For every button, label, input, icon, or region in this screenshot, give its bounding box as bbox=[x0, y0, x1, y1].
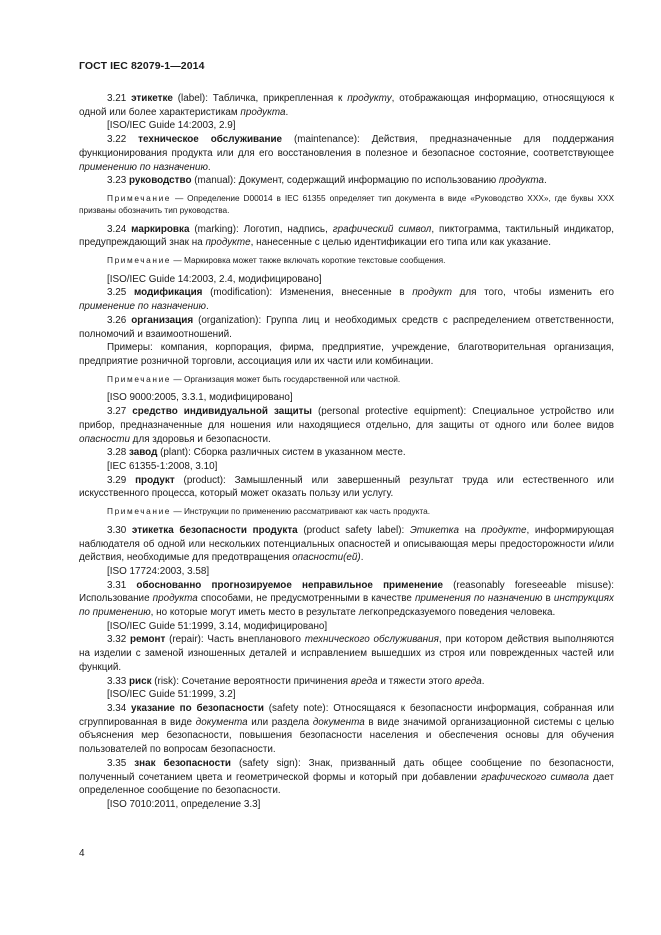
note-3-29: Примечание — Инструкции по применению рассматривают как часть продукта. bbox=[107, 506, 431, 517]
source-ref: [ISO 9000:2005, 3.3.1, модифицировано] bbox=[107, 392, 293, 404]
term-3-24: 3.24 маркировка (marking): Логотип, надпись, графический символ, пиктограмма, тактильный индикатор, предупреждающий знак на продукте, нанесенные с целью идентификации его типа или как указание. bbox=[79, 223, 615, 249]
term-3-26: 3.26 организация (organization): Группа лиц и необходимых средств с распределением ответственности, полномочий и взаимоотношений. bbox=[79, 314, 614, 340]
term-3-35: 3.35 знак безопасности (safety sign): Знак, призванный дать общее сообщение по безопасности, полученный сочетанием цвета и геометрической формы и который при добавлении графического символа дает определенное сообщение по безопасности. bbox=[79, 757, 614, 797]
note-3-23: Примечание — Определение D00014 в IEC 61355 определяет тип документа в виде «Руководство ХХХ», где буквы ХХХ призваны обозначить тип руководства. bbox=[79, 192, 614, 215]
term-3-22: 3.22 техническое обслуживание (maintenance): Действия, предназначенные для поддержания функционирования продукта или для его восстановления в полезное и безопасное состояние, соответствующее применению по назначению. bbox=[79, 134, 615, 173]
term-3-28: 3.28 завод (plant): Сборка различных систем в указанном месте. bbox=[107, 447, 406, 459]
term-3-27: 3.27 средство индивидуальной защиты (personal protective equipment): Специальное устройство или прибор, предназначенные для ношения или находящиеся отдельно, для защиты от одного или более видов опасности для здоровья и безопасности. bbox=[79, 406, 614, 445]
term-3-21: 3.21 этикетке (label): Табличка, прикрепленная к продукту, отображающая информацию, относящуюся к одной или более характеристикам продукта. bbox=[79, 93, 615, 118]
term-3-23: 3.23 руководство (manual): Документ, содержащий информацию по использованию продукта. bbox=[107, 175, 547, 187]
source-ref: [ISO/IEC Guide 14:2003, 2.4, модифицировано] bbox=[107, 273, 322, 285]
note-3-24: Примечание — Маркировка может также включать короткие текстовые сообщения. bbox=[107, 254, 446, 265]
source-ref: [IEC 61355-1:2008, 3.10] bbox=[107, 460, 218, 472]
term-3-32: 3.32 ремонт (repair): Часть внепланового технического обслуживания, при котором действия выполняются на изделии с заменой изношенных деталей и исправлением вышедших из строя или поврежденных частей или функций. bbox=[79, 634, 615, 673]
source-ref: [ISO/IEC Guide 51:1999, 3.14, модифицировано] bbox=[107, 620, 328, 632]
term-3-33: 3.33 риск (risk): Сочетание вероятности причинения вреда и тяжести этого вреда. bbox=[107, 675, 485, 687]
source-ref: [ISO/IEC Guide 14:2003, 2.9] bbox=[107, 120, 236, 132]
term-3-34: 3.34 указание по безопасности (safety note): Относящаяся к безопасности информация, собранная или сгруппированная в виде документа или раздела документа в виде значимой организационной системы с целью объяснения мер безопасности, повышения безопасности населения и обеспечения основы для обучения пользователей по вопросам безопасности. bbox=[79, 703, 615, 756]
source-ref: [ISO/IEC Guide 51:1999, 3.2] bbox=[107, 689, 236, 701]
term-3-25: 3.25 модификация (modification): Изменения, внесенные в продукт для того, чтобы изменить его применение по назначению. bbox=[79, 287, 614, 313]
source-ref: [ISO 7010:2011, определение 3.3] bbox=[107, 798, 261, 810]
page-number: 4 bbox=[79, 848, 85, 859]
term-3-31: 3.31 обоснованно прогнозируемое неправильное применение (reasonably foreseeable misuse): Использование продукта способами, не предусмотренными в качестве применения по назначению в инструкциях по применению, но которые могут иметь место в результате легкопредсказуемого поведения человека. bbox=[79, 579, 614, 619]
examples-3-26: Примеры: компания, корпорация, фирма, предприятие, учреждение, благотворительная организация, предприятие розничной торговли, ассоциация или их части или комбинации. bbox=[79, 342, 614, 367]
document-header: ГОСТ IEC 82079-1—2014 bbox=[79, 60, 205, 72]
source-ref: [ISO 17724:2003, 3.58] bbox=[107, 565, 210, 577]
note-3-26: Примечание — Организация может быть государственной или частной. bbox=[107, 373, 401, 384]
term-3-30: 3.30 этикетка безопасности продукта (product safety label): Этикетка на продукте, информирующая наблюдателя об одной или нескольких потенциальных опасностей и описывающая меры предосторожности и/или действия, необходимые для предотвращения опасности(ей). bbox=[79, 524, 614, 564]
term-3-29: 3.29 продукт (product): Замышленный или завершенный результат труда или естественного или искусственного процесса, который может оказать пользу или услугу. bbox=[79, 474, 614, 500]
document-body bbox=[79, 92, 614, 812]
